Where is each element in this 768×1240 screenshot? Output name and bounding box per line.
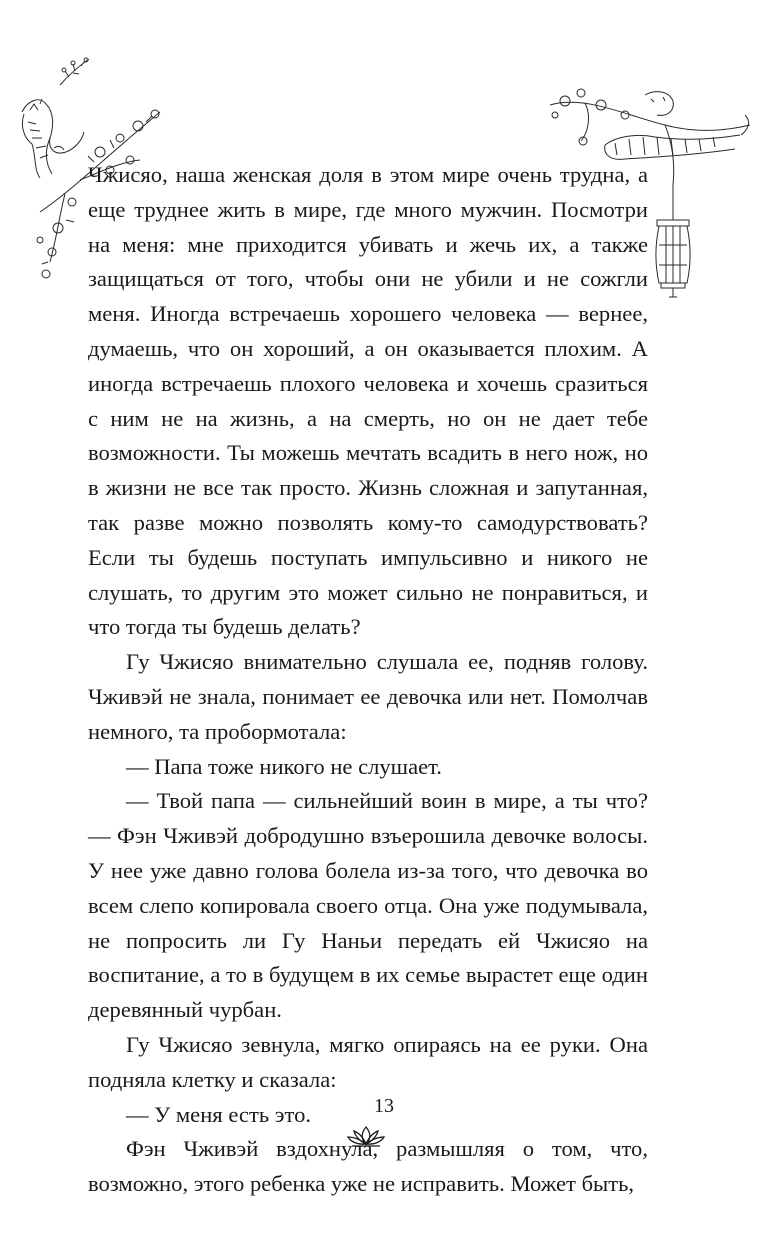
lotus-ornament-icon	[346, 1124, 386, 1148]
paragraph-7: Фэн Чживэй вздохнула, размышляя о том, что, возможно, этого ребенка уже не исправить. Может быть,	[88, 1136, 648, 1197]
paragraph-6: — У меня есть это.	[126, 1101, 312, 1127]
page-number: 13	[374, 1095, 394, 1117]
paragraph-5: Гу Чжисяо зевнула, мягко опираясь на ее руки. Она подняла клетку и сказала:	[88, 1031, 648, 1092]
paragraph-2: Гу Чжисяо внимательно слушала ее, подняв голову. Чживэй не знала, понимает ее девочка или нет. Помолчав немного, та пробормотала:	[88, 649, 648, 744]
paragraph-3: — Папа тоже никого не слушает.	[126, 753, 442, 779]
paragraph-4: — Твой папа — сильнейший воин в мире, а ты что? — Фэн Чживэй добродушно взъерошила девочке волосы. У нее уже давно голова болела из-за того, что девочка во всем слепо копировала своего отца. Она уже подумывала, не попросить ли Гу Наньи передать ей Чжисяо на воспитание, а то в будущем в их семье вырастет еще один деревянный чурбан.	[88, 788, 648, 1023]
body-text	[88, 158, 648, 1202]
paragraph-1: Чжисяо, наша женская доля в этом мире очень трудна, а еще труднее жить в мире, где много мужчин. Посмотри на меня: мне приходится убивать и жечь их, а также защищаться от того, чтобы они не убили и не сожгли меня. Иногда встречаешь хорошего человека — вернее, думаешь, что он хороший, а он оказывается плохим. А иногда встречаешь плохого человека и хочешь сразиться с ним не на жизнь, а на смерть, но он не дает тебе возможности. Ты можешь мечтать всадить в него нож, но в жизни не все так просто. Жизнь сложная и запутанная, так разве можно позволять кому-то самодурствовать? Если ты будешь поступать импульсивно и никого не слушать, то другим это может сильно не понравиться, и что тогда ты будешь делать?	[88, 162, 648, 640]
